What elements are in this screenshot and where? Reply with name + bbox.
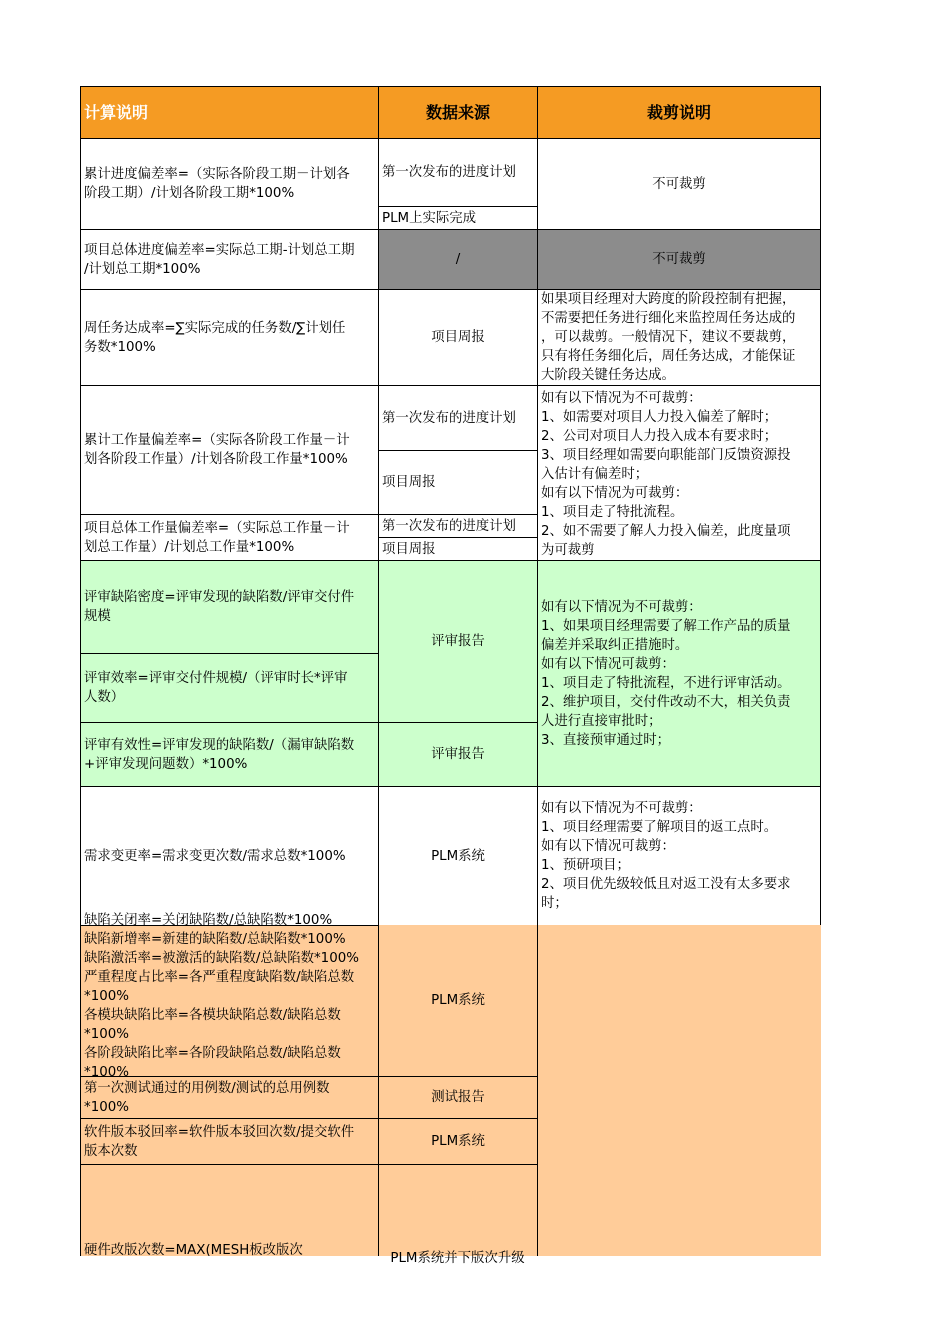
r10-calc-cell <box>80 911 379 1080</box>
r2-source-cell <box>378 229 538 290</box>
r3-cut-line: 大阶段关键任务达成。 <box>541 368 675 383</box>
header-calc <box>80 86 379 139</box>
r3-source-cell <box>378 289 538 386</box>
r4-source-a <box>378 385 538 451</box>
r4-calc-cell <box>80 385 379 515</box>
r2-calc-line: 项目总体进度偏差率=实际总工期-计划总工期 <box>84 242 355 258</box>
r4-source-b-text: 项目周报 <box>382 475 436 490</box>
r9-cut-line: 1、预研项目； <box>541 858 630 873</box>
r10-calc-line: 各模块缺陷比率=各模块缺陷总数/缺陷总数 <box>84 1008 341 1023</box>
r45-cut-line: 2、如不需要了解人力投入偏差，此度量项 <box>541 524 791 539</box>
header-calc-text: 计算说明 <box>84 103 149 122</box>
r9-cut-cell <box>537 786 821 926</box>
r9-cut-line: 时； <box>541 896 568 911</box>
header-cut <box>537 86 821 139</box>
r5-source-a-text: 第一次发布的进度计划 <box>382 518 516 534</box>
r6-calc-cell <box>80 560 379 654</box>
r2-cut-cell <box>537 229 821 290</box>
r9-cut-line: 如有以下情况为不可裁剪： <box>541 801 702 816</box>
r3-cut-line: 不需要把任务进行细化来监控周任务达成的 <box>541 311 796 326</box>
r11-source-text: 测试报告 <box>431 1090 485 1105</box>
r7-calc-line: 评审效率=评审交付件规模/（评审时长*评审 <box>84 671 348 686</box>
r10-calc-line: 缺陷激活率=被激活的缺陷数/总缺陷数*100% <box>84 951 359 966</box>
r10-calc-line: 各阶段缺陷比率=各阶段缺陷总数/缺陷总数 <box>84 1046 341 1061</box>
r3-cut-line: 如果项目经理对大跨度的阶段控制有把握， <box>541 292 796 307</box>
r2-source-text: / <box>455 252 461 267</box>
r678-cut-line: 如有以下情况可裁剪： <box>541 656 675 672</box>
r5-source-b <box>378 537 538 561</box>
r1-source-a <box>378 138 538 207</box>
r4-calc-line: 累计工作量偏差率=（实际各阶段工作量－计 <box>84 433 350 448</box>
r10-calc-line: 缺陷关闭率=关闭缺陷数/总缺陷数*100% <box>84 913 333 928</box>
r45-cut-line: 如有以下情况为可裁剪： <box>541 486 689 501</box>
r12-calc-line: 软件版本驳回率=软件版本驳回次数/提交软件 <box>84 1124 355 1140</box>
r13-source-text: PLM系统并下版次升级 <box>390 1251 525 1266</box>
r9-source-cell <box>378 786 538 926</box>
r10-calc-line: *100% <box>84 989 129 1004</box>
r1-calc-line: 阶段工期）/计划各阶段工期*100% <box>84 186 295 201</box>
r12-source-cell <box>378 1118 538 1165</box>
r13-calc-cell <box>80 1164 379 1256</box>
r9-calc-cell <box>80 786 379 926</box>
r45-cut-line: 如有以下情况为不可裁剪： <box>541 391 702 406</box>
r10-calc-line: *100% <box>84 1065 129 1080</box>
r3-cut-line: 只有将任务细化后，周任务达成，才能保证 <box>541 349 796 364</box>
r8-calc-cell <box>80 722 379 787</box>
r9-cut-line: 如有以下情况可裁剪： <box>541 839 675 854</box>
r9-bottom-border <box>80 925 379 926</box>
r678-cut-cell <box>537 560 821 787</box>
r13-calc-text: 硬件改版次数=MAX(MESH板改版次 <box>84 1243 303 1258</box>
r9-source-text: PLM系统 <box>431 848 485 864</box>
r678-cut-line: 人进行直接审批时； <box>541 713 662 729</box>
r67-source-cell <box>378 560 538 723</box>
r45-cut-line: 2、公司对项目人力投入成本有要求时； <box>541 429 778 444</box>
r1-calc-cell <box>80 138 379 230</box>
r7-calc-cell <box>80 653 379 723</box>
r8-source-text: 评审报告 <box>431 747 485 762</box>
r1-source-a-text: 第一次发布的进度计划 <box>382 165 516 180</box>
header-source-text: 数据来源 <box>425 103 490 122</box>
r2-cut-text: 不可裁剪 <box>652 252 706 267</box>
r7-calc-line: 人数） <box>84 690 125 705</box>
r678-cut-line: 2、维护项目，交付件改动不大，相关负责 <box>541 694 791 710</box>
r6-calc-line: 规模 <box>84 609 111 624</box>
r12-source-text: PLM系统 <box>431 1134 485 1149</box>
r10-calc-line: 严重程度占比率=各严重程度缺陷数/缺陷总数 <box>84 970 355 985</box>
r45-cut-line: 1、如需要对项目人力投入偏差了解时； <box>541 410 778 425</box>
r10-source-text: PLM系统 <box>431 993 485 1008</box>
r2-calc-line: /计划总工期*100% <box>84 261 201 277</box>
r2-calc-cell <box>80 229 379 290</box>
r3-cut-line: ，可以裁剪。一般情况下，建议不要裁剪， <box>541 330 796 345</box>
r11-calc-line: 第一次测试通过的用例数/测试的总用例数 <box>84 1080 330 1096</box>
r8-calc-line: 评审有效性=评审发现的缺陷数/（漏审缺陷数 <box>84 737 355 753</box>
r11-calc-line: *100% <box>84 1099 129 1115</box>
r45-cut-line: 入估计有偏差时； <box>541 467 649 482</box>
r11-calc-cell <box>80 1076 379 1119</box>
r5-source-b-text: 项目周报 <box>382 541 436 557</box>
r3-calc-line: 务数*100% <box>84 339 156 355</box>
r678-cut-line: 1、如果项目经理需要了解工作产品的质量 <box>541 618 791 634</box>
peach-cut-column-divider <box>537 925 538 1256</box>
r1-source-b <box>378 206 538 230</box>
r3-calc-line: 周任务达成率=∑实际完成的任务数/∑计划任 <box>84 320 346 336</box>
header-cut-text: 裁剪说明 <box>646 103 711 122</box>
r11-source-cell <box>378 1076 538 1119</box>
r12-calc-cell <box>80 1118 379 1165</box>
r678-cut-line: 1、项目走了特批流程，不进行评审活动。 <box>541 675 791 691</box>
r9-calc-text: 需求变更率=需求变更次数/需求总数*100% <box>84 848 346 864</box>
r1-cut-cell <box>537 138 821 230</box>
r1-cut-text: 不可裁剪 <box>652 176 706 192</box>
header-source <box>378 86 538 139</box>
r45-cut-cell <box>537 385 821 561</box>
r6-calc-line: 评审缺陷密度=评审发现的缺陷数/评审交付件 <box>84 590 355 605</box>
r5-source-a <box>378 514 538 538</box>
r3-cut-cell <box>537 289 821 386</box>
r10-calc-line: 缺陷新增率=新建的缺陷数/总缺陷数*100% <box>84 932 346 947</box>
r3-calc-cell <box>80 289 379 386</box>
r3-source-text: 项目周报 <box>431 330 485 345</box>
r4-calc-line: 划各阶段工作量）/计划各阶段工作量*100% <box>84 452 348 467</box>
r678-cut-line: 偏差并采取纠正措施时。 <box>541 637 689 653</box>
r12-calc-line: 版本次数 <box>84 1143 138 1159</box>
r5-calc-line: 划总工作量）/计划总工作量*100% <box>84 539 295 555</box>
r10-source-cell <box>378 925 538 1077</box>
r1-calc-line: 累计进度偏差率=（实际各阶段工期－计划各 <box>84 167 350 182</box>
r8-calc-line: +评审发现问题数）*100% <box>84 756 248 772</box>
r45-cut-line: 为可裁剪 <box>541 543 595 558</box>
r45-cut-line: 1、项目走了特批流程。 <box>541 505 684 520</box>
r9-cut-line: 2、项目优先级较低且对返工没有太多要求 <box>541 877 791 892</box>
r67-source-text: 评审报告 <box>431 634 485 649</box>
r45-cut-line: 3、项目经理如需要向职能部门反馈资源投 <box>541 448 791 463</box>
r13-source-cell <box>378 1164 538 1266</box>
r5-calc-line: 项目总体工作量偏差率=（实际总工作量－计 <box>84 520 350 536</box>
r10-calc-line: *100% <box>84 1027 129 1042</box>
r1-source-b-text: PLM上实际完成 <box>382 210 477 226</box>
r9-cut-line: 1、项目经理需要了解项目的返工点时。 <box>541 820 778 835</box>
r4-source-b <box>378 450 538 515</box>
r8-source-cell <box>378 722 538 787</box>
r4-source-a-text: 第一次发布的进度计划 <box>382 410 516 426</box>
r5-calc-cell <box>80 514 379 561</box>
r678-cut-line: 如有以下情况为不可裁剪： <box>541 599 702 615</box>
r678-cut-line: 3、直接预审通过时； <box>541 732 671 748</box>
